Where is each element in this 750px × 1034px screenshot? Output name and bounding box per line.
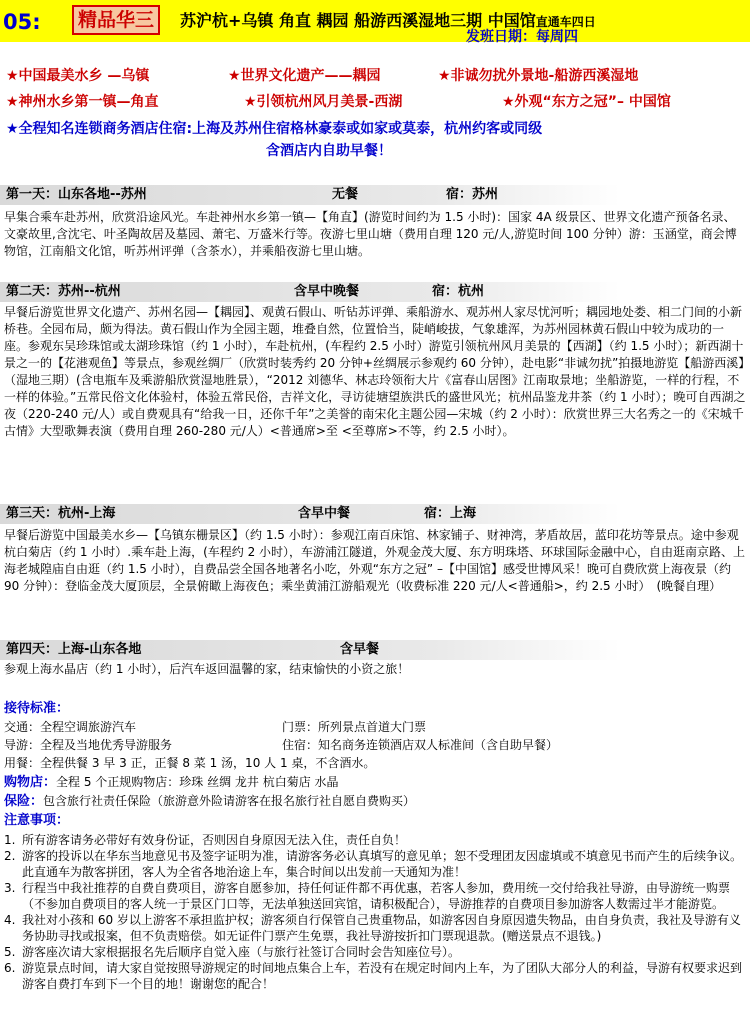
standard-traffic: 交通：全程空调旅游汽车 <box>4 720 137 734</box>
day-2-text: 早餐后游览世界文化遗产、苏州名园—【耦园】、观黄石假山、听钻苏评弹、乘船游水、观苏州人家尽忧河听；耦园地处娄、相二门间的小新桥巷。全园布局，颇为得法。黄石假山作为全园主题，堆叠自然，位置恰当，陡峭峻拔，气象雄浑，为苏州园林黄石假山中较为成功的一座。参观东吴珍珠馆或太湖珍珠馆（约 1 小时），车赴杭州，(车程约 2.5 小时）游览引领杭州风月美景的【西湖】（约 1.5 小时）；新西湖十景之一的【花港观鱼】等景点，参观丝绸厂（欣赏时装秀约 20 分钟+丝绸展示参观约 60 分钟），赴电影“非诚勿扰”拍摄地游览【船游西溪】（湿地三期）(含电瓶车及乘游船欣赏湿地胜景），“2012 刘德华、林志玲领衔大片《富春山居图》江南取景地；坐船游览，一样的行程，不一样的体验。”五常民俗文化体验村，体验五常民俗，吉祥文化，寻访徒塘望族洪氏的盛世风光；杭州品鉴龙井茶（约 1 小时）；晚可自西湖之夜（220-240 元/人）或自费观具有“给我一日，还你千年”之美誉的南宋化主题公园—宋城（约 2 小时）：欣赏世界三大名秀之一的《宋城千古情》大型歌舞表演（费用自理 260-280 元/人）<普通席>至 <至尊席>不等，约 2.5 小时）。 <box>4 305 746 438</box>
day-4-meal: 含早餐 <box>340 642 380 657</box>
note-item: 4. 我社对小孩和 60 岁以上游客不承担监护权；游客须自行保管自己贵重物品，如游客因自身原因遗失物品，由自身负责，我社及导游有义务协助寻找或报案，但不负责赔偿。如无证件门票产生免票，我社导游按折扣门票现退款。(赠送景点不退钱。) <box>4 913 741 943</box>
shopping-label: 购物店： <box>4 775 57 790</box>
day-4-title: 第四天：上海-山东各地 <box>6 642 142 657</box>
notes-title: 注意事项： <box>4 813 70 828</box>
day-1-header <box>0 185 620 205</box>
note-item: 1. 所有游客请务必带好有效身份证，否则因自身原因无法入住，责任自负！ <box>4 833 407 847</box>
header-banner <box>0 0 750 45</box>
feature-luzhi: ★神州水乡第一镇—角直 <box>6 94 159 110</box>
depart-date: 发班日期：每周四 <box>466 29 578 45</box>
notes-list <box>4 832 746 992</box>
day-1-meal: 无餐 <box>332 187 359 202</box>
note-item: 5. 游客座次请大家根据报名先后顺序自觉入座（与旅行社签订合同时会告知座位号）。 <box>4 945 461 959</box>
day-3-header <box>0 504 620 524</box>
day-4-header <box>0 640 620 660</box>
shopping-list: 全程 5 个正规购物店：珍珠 丝绸 龙井 杭白菊店 水晶 <box>56 775 339 789</box>
standard-shopping <box>4 774 339 793</box>
day-2-stay: 宿：杭州 <box>432 284 485 299</box>
insurance-text: 包含旅行社责任保险（旅游意外险请游客在报名旅行社自愿自费购买） <box>43 794 416 808</box>
standard-tickets: 门票：所列景点首道大门票 <box>282 720 427 734</box>
hotel-note <box>6 118 726 162</box>
standard-meals: 用餐：全程供餐 3 早 3 正，正餐 8 菜 1 汤，10 人 1 桌，不含酒水。 <box>4 756 376 770</box>
note-item: 2. 游客的投诉以在华东当地意见书及签字证明为准，请游客务必认真填写的意见单；恕不受理团友因虚填或不填意见书而产生的后续争议。 此直通车为散客拼团，客人为全省各地治途上车，集合时间以出发前一天通知为准！ <box>4 849 743 879</box>
day-3-title: 第三天：杭州-上海 <box>6 506 116 521</box>
day-4-text: 参观上海水晶店（约 1 小时），后汽车返回温馨的家，结束愉快的小资之旅！ <box>4 662 410 676</box>
day-2-header <box>0 282 620 302</box>
insurance-label: 保险： <box>4 794 44 809</box>
product-badge: 精品华三 <box>72 5 160 35</box>
standards-title: 接待标准： <box>4 701 70 716</box>
note-item: 3. 行程当中我社推荐的自费自费项目，游客自愿参加，持任何证件都不再优惠，若客人参加，费用统一交付给我社导游，由导游统一购票（不参加自费项目的客人统一于景区门口等，无法单独送回宾馆，请积极配合），导游推荐的自费项目参加游客人数需过半才能游览。 <box>4 881 731 911</box>
route-title-suffix: 直通车四日 <box>535 15 596 29</box>
standard-lodging: 住宿：知名商务连锁酒店双人标准间（含自助早餐） <box>282 738 559 752</box>
day-3-meal: 含早中餐 <box>298 506 351 521</box>
day-1-title: 第一天：山东各地--苏州 <box>6 187 147 202</box>
feature-xixi: ★非诚勿扰外景地-船游西溪湿地 <box>438 68 639 84</box>
feature-wuzhen: ★中国最美水乡 —乌镇 <box>6 68 150 84</box>
day-1-stay: 宿：苏州 <box>446 187 499 202</box>
feature-westlake: ★引领杭州风月美景-西湖 <box>244 94 403 110</box>
note-item: 6. 游览景点时间，请大家自觉按照导游规定的时间地点集合上车，若没有在规定时间内上车，为了团队大部分人的利益，导游有权要求迟到游客自费打车到下一个目的地！谢谢您的配合！ <box>4 961 743 991</box>
day-3-text: 早餐后游览中国最美水乡—【乌镇东栅景区】（约 1.5 小时）：参观江南百床馆、林家铺子、财神湾，茅盾故居，蓝印花坊等景点。途中参观杭白菊店（约 1 小时）.乘车赴上海，(车程约 2 小时），车游浦江隧道，外观金茂大厦、东方明珠塔、环球国际金融中心，自由逛南京路、上海老城隍庙自由逛（约 1.5 小时），自费品尝全国各地著名小吃，外观“东方之冠” –【中国馆】感受世博风采！晚可自费欣赏上海夜景（约 90 分钟）：登临金茂大厦顶层，全景俯瞰上海夜色；乘坐黄浦江游船观光（收费标准 220 元/人<普通船>，约 2.5 小时） (晚餐自理） <box>4 528 746 593</box>
day-3-stay: 宿：上海 <box>424 506 477 521</box>
standard-guide: 导游：全程及当地优秀导游服务 <box>4 738 173 752</box>
day-2-title: 第二天：苏州--杭州 <box>6 284 121 299</box>
route-title-text: 苏沪杭+乌镇 角直 耦园 船游西溪湿地三期 中国馆 <box>180 11 536 30</box>
route-number: 05: <box>3 10 41 34</box>
standard-insurance <box>4 793 415 812</box>
hotel-line-2: 含酒店内自助早餐！ <box>266 143 392 159</box>
day-2-meal: 含早中晚餐 <box>294 284 360 299</box>
feature-ouyuan: ★世界文化遗产——耦园 <box>228 68 381 84</box>
hotel-line-1: ★全程知名连锁商务酒店住宿:上海及苏州住宿格林豪泰或如家或莫泰，杭州约客或同级 <box>6 121 543 137</box>
day-1-text: 早集合乘车赴苏州，欣赏沿途风光。车赴神州水乡第一镇—【角直】(游览时间约为 1.5 小时)：国家 4A 级景区、世界文化遗产预备名录、文豪故里,含沈宅、叶圣陶故居及墓园、萧宅、万盛米行等。夜游七里山塘（费用自理 120 元/人,游览时间 100 分钟）游：玉涵堂，商会博物馆，江南船文化馆，听苏州评弹（含茶水），并乘船夜游七里山塘。 <box>4 210 737 258</box>
feature-china-pavilion: ★外观“东方之冠”– 中国馆 <box>502 94 671 110</box>
